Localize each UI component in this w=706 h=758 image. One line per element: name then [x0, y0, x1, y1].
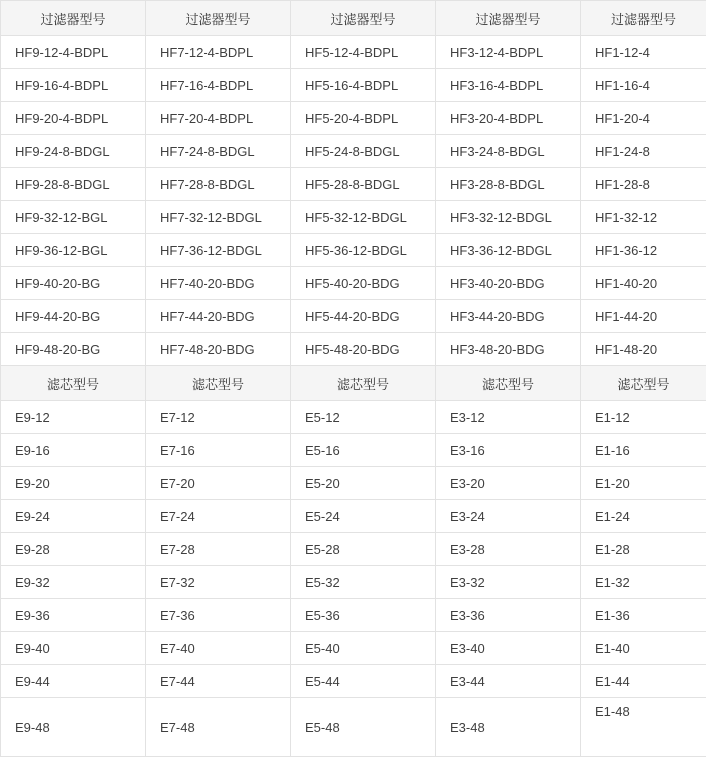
- table-row: [1, 201, 706, 234]
- cell-element-model: E5-28: [291, 533, 436, 566]
- cell-element-model: E5-44: [291, 665, 436, 698]
- cell-filter-model: HF7-44-20-BDG: [146, 300, 291, 333]
- cell-filter-model: HF9-40-20-BG: [1, 267, 146, 300]
- cell-element-model: E7-28: [146, 533, 291, 566]
- cell-filter-model: HF5-44-20-BDG: [291, 300, 436, 333]
- column-header: 过滤器型号: [581, 1, 706, 36]
- cell-filter-model: HF9-28-8-BDGL: [1, 168, 146, 201]
- cell-filter-model: HF5-32-12-BDGL: [291, 201, 436, 234]
- cell-filter-model: HF5-20-4-BDPL: [291, 102, 436, 135]
- table-row: [1, 234, 706, 267]
- table-row: [1, 135, 706, 168]
- cell-element-model: E5-16: [291, 434, 436, 467]
- cell-filter-model: HF7-16-4-BDPL: [146, 69, 291, 102]
- cell-element-model: E9-24: [1, 500, 146, 533]
- cell-filter-model: HF5-24-8-BDGL: [291, 135, 436, 168]
- cell-element-model: E7-40: [146, 632, 291, 665]
- column-header: 过滤器型号: [436, 1, 581, 36]
- cell-filter-model: HF1-28-8: [581, 168, 706, 201]
- cell-filter-model: HF9-12-4-BDPL: [1, 36, 146, 69]
- table-row: [1, 300, 706, 333]
- cell-element-model: E7-20: [146, 467, 291, 500]
- cell-element-model: E5-48: [291, 698, 436, 757]
- cell-element-model: E5-24: [291, 500, 436, 533]
- cell-filter-model: HF3-44-20-BDG: [436, 300, 581, 333]
- cell-filter-model: HF1-16-4: [581, 69, 706, 102]
- cell-element-model: E3-48: [436, 698, 581, 757]
- cell-element-model: E1-24: [581, 500, 706, 533]
- cell-element-model: E3-28: [436, 533, 581, 566]
- cell-filter-model: HF1-40-20: [581, 267, 706, 300]
- cell-element-model: E5-40: [291, 632, 436, 665]
- cell-filter-model: HF5-16-4-BDPL: [291, 69, 436, 102]
- cell-filter-model: HF9-32-12-BGL: [1, 201, 146, 234]
- cell-element-model: E7-32: [146, 566, 291, 599]
- cell-element-model: E7-24: [146, 500, 291, 533]
- cell-element-model: E3-12: [436, 401, 581, 434]
- cell-element-model: E3-20: [436, 467, 581, 500]
- cell-element-model: E1-44: [581, 665, 706, 698]
- column-header: 滤芯型号: [436, 366, 581, 401]
- table-row: [1, 533, 706, 566]
- cell-element-model: E9-32: [1, 566, 146, 599]
- cell-element-model: E9-44: [1, 665, 146, 698]
- cell-filter-model: HF3-32-12-BDGL: [436, 201, 581, 234]
- cell-filter-model: HF1-12-4: [581, 36, 706, 69]
- cell-element-model: E5-20: [291, 467, 436, 500]
- cell-filter-model: HF1-36-12: [581, 234, 706, 267]
- cell-filter-model: HF3-48-20-BDG: [436, 333, 581, 366]
- cell-element-model: E1-20: [581, 467, 706, 500]
- table-row: [1, 401, 706, 434]
- element-header-row: [1, 366, 706, 401]
- column-header: 过滤器型号: [146, 1, 291, 36]
- cell-filter-model: HF1-48-20: [581, 333, 706, 366]
- cell-element-model: E1-32: [581, 566, 706, 599]
- cell-filter-model: HF1-20-4: [581, 102, 706, 135]
- cell-element-model: E3-16: [436, 434, 581, 467]
- column-header: 过滤器型号: [1, 1, 146, 36]
- cell-filter-model: HF7-40-20-BDG: [146, 267, 291, 300]
- cell-filter-model: HF1-32-12: [581, 201, 706, 234]
- cell-filter-model: HF9-48-20-BG: [1, 333, 146, 366]
- cell-element-model: E3-36: [436, 599, 581, 632]
- table-row: [1, 599, 706, 632]
- cell-element-model: E9-20: [1, 467, 146, 500]
- cell-element-model: E7-48: [146, 698, 291, 757]
- column-header: 滤芯型号: [581, 366, 706, 401]
- column-header: 滤芯型号: [291, 366, 436, 401]
- cell-element-model: E1-48: [581, 698, 706, 757]
- cell-element-model: E3-40: [436, 632, 581, 665]
- cell-filter-model: HF3-16-4-BDPL: [436, 69, 581, 102]
- cell-element-model: E7-12: [146, 401, 291, 434]
- cell-filter-model: HF1-44-20: [581, 300, 706, 333]
- cell-filter-model: HF9-20-4-BDPL: [1, 102, 146, 135]
- table-row: [1, 434, 706, 467]
- cell-element-model: E5-12: [291, 401, 436, 434]
- cell-element-model: E1-40: [581, 632, 706, 665]
- cell-filter-model: HF7-24-8-BDGL: [146, 135, 291, 168]
- column-header: 过滤器型号: [291, 1, 436, 36]
- cell-filter-model: HF7-32-12-BDGL: [146, 201, 291, 234]
- cell-element-model: E5-36: [291, 599, 436, 632]
- cell-element-model: E7-16: [146, 434, 291, 467]
- cell-filter-model: HF3-24-8-BDGL: [436, 135, 581, 168]
- cell-filter-model: HF7-48-20-BDG: [146, 333, 291, 366]
- cell-element-model: E9-48: [1, 698, 146, 757]
- cell-filter-model: HF7-12-4-BDPL: [146, 36, 291, 69]
- cell-element-model: E9-16: [1, 434, 146, 467]
- cell-element-model: E1-16: [581, 434, 706, 467]
- cell-filter-model: HF5-40-20-BDG: [291, 267, 436, 300]
- table-row: [1, 467, 706, 500]
- cell-element-model: E7-44: [146, 665, 291, 698]
- cell-element-model: E7-36: [146, 599, 291, 632]
- table-row: [1, 333, 706, 366]
- cell-element-model: E9-40: [1, 632, 146, 665]
- cell-element-model: E5-32: [291, 566, 436, 599]
- cell-element-model: E9-12: [1, 401, 146, 434]
- cell-filter-model: HF3-12-4-BDPL: [436, 36, 581, 69]
- table-row: [1, 665, 706, 698]
- cell-filter-model: HF3-36-12-BDGL: [436, 234, 581, 267]
- table-row: [1, 566, 706, 599]
- table-row: [1, 102, 706, 135]
- cell-element-model: E9-28: [1, 533, 146, 566]
- table-row: [1, 632, 706, 665]
- table-row: [1, 36, 706, 69]
- column-header: 滤芯型号: [146, 366, 291, 401]
- table-row: [1, 267, 706, 300]
- cell-filter-model: HF9-36-12-BGL: [1, 234, 146, 267]
- cell-element-model: E9-36: [1, 599, 146, 632]
- filter-header-row: [1, 1, 706, 36]
- cell-filter-model: HF3-28-8-BDGL: [436, 168, 581, 201]
- cell-filter-model: HF7-20-4-BDPL: [146, 102, 291, 135]
- cell-filter-model: HF5-12-4-BDPL: [291, 36, 436, 69]
- cell-element-model: E1-12: [581, 401, 706, 434]
- table-row: [1, 500, 706, 533]
- cell-filter-model: HF1-24-8: [581, 135, 706, 168]
- cell-filter-model: HF3-20-4-BDPL: [436, 102, 581, 135]
- cell-filter-model: HF9-24-8-BDGL: [1, 135, 146, 168]
- cell-filter-model: HF5-28-8-BDGL: [291, 168, 436, 201]
- cell-element-model: E1-28: [581, 533, 706, 566]
- cell-element-model: E3-32: [436, 566, 581, 599]
- cell-filter-model: HF3-40-20-BDG: [436, 267, 581, 300]
- cell-filter-model: HF5-36-12-BDGL: [291, 234, 436, 267]
- cell-filter-model: HF7-36-12-BDGL: [146, 234, 291, 267]
- cell-element-model: E1-36: [581, 599, 706, 632]
- table-row: [1, 168, 706, 201]
- column-header: 滤芯型号: [1, 366, 146, 401]
- cell-element-model: E3-24: [436, 500, 581, 533]
- cell-filter-model: HF9-44-20-BG: [1, 300, 146, 333]
- cell-filter-model: HF9-16-4-BDPL: [1, 69, 146, 102]
- cell-element-model: E3-44: [436, 665, 581, 698]
- table-row: [1, 698, 706, 757]
- cell-filter-model: HF5-48-20-BDG: [291, 333, 436, 366]
- cell-filter-model: HF7-28-8-BDGL: [146, 168, 291, 201]
- table-row: [1, 69, 706, 102]
